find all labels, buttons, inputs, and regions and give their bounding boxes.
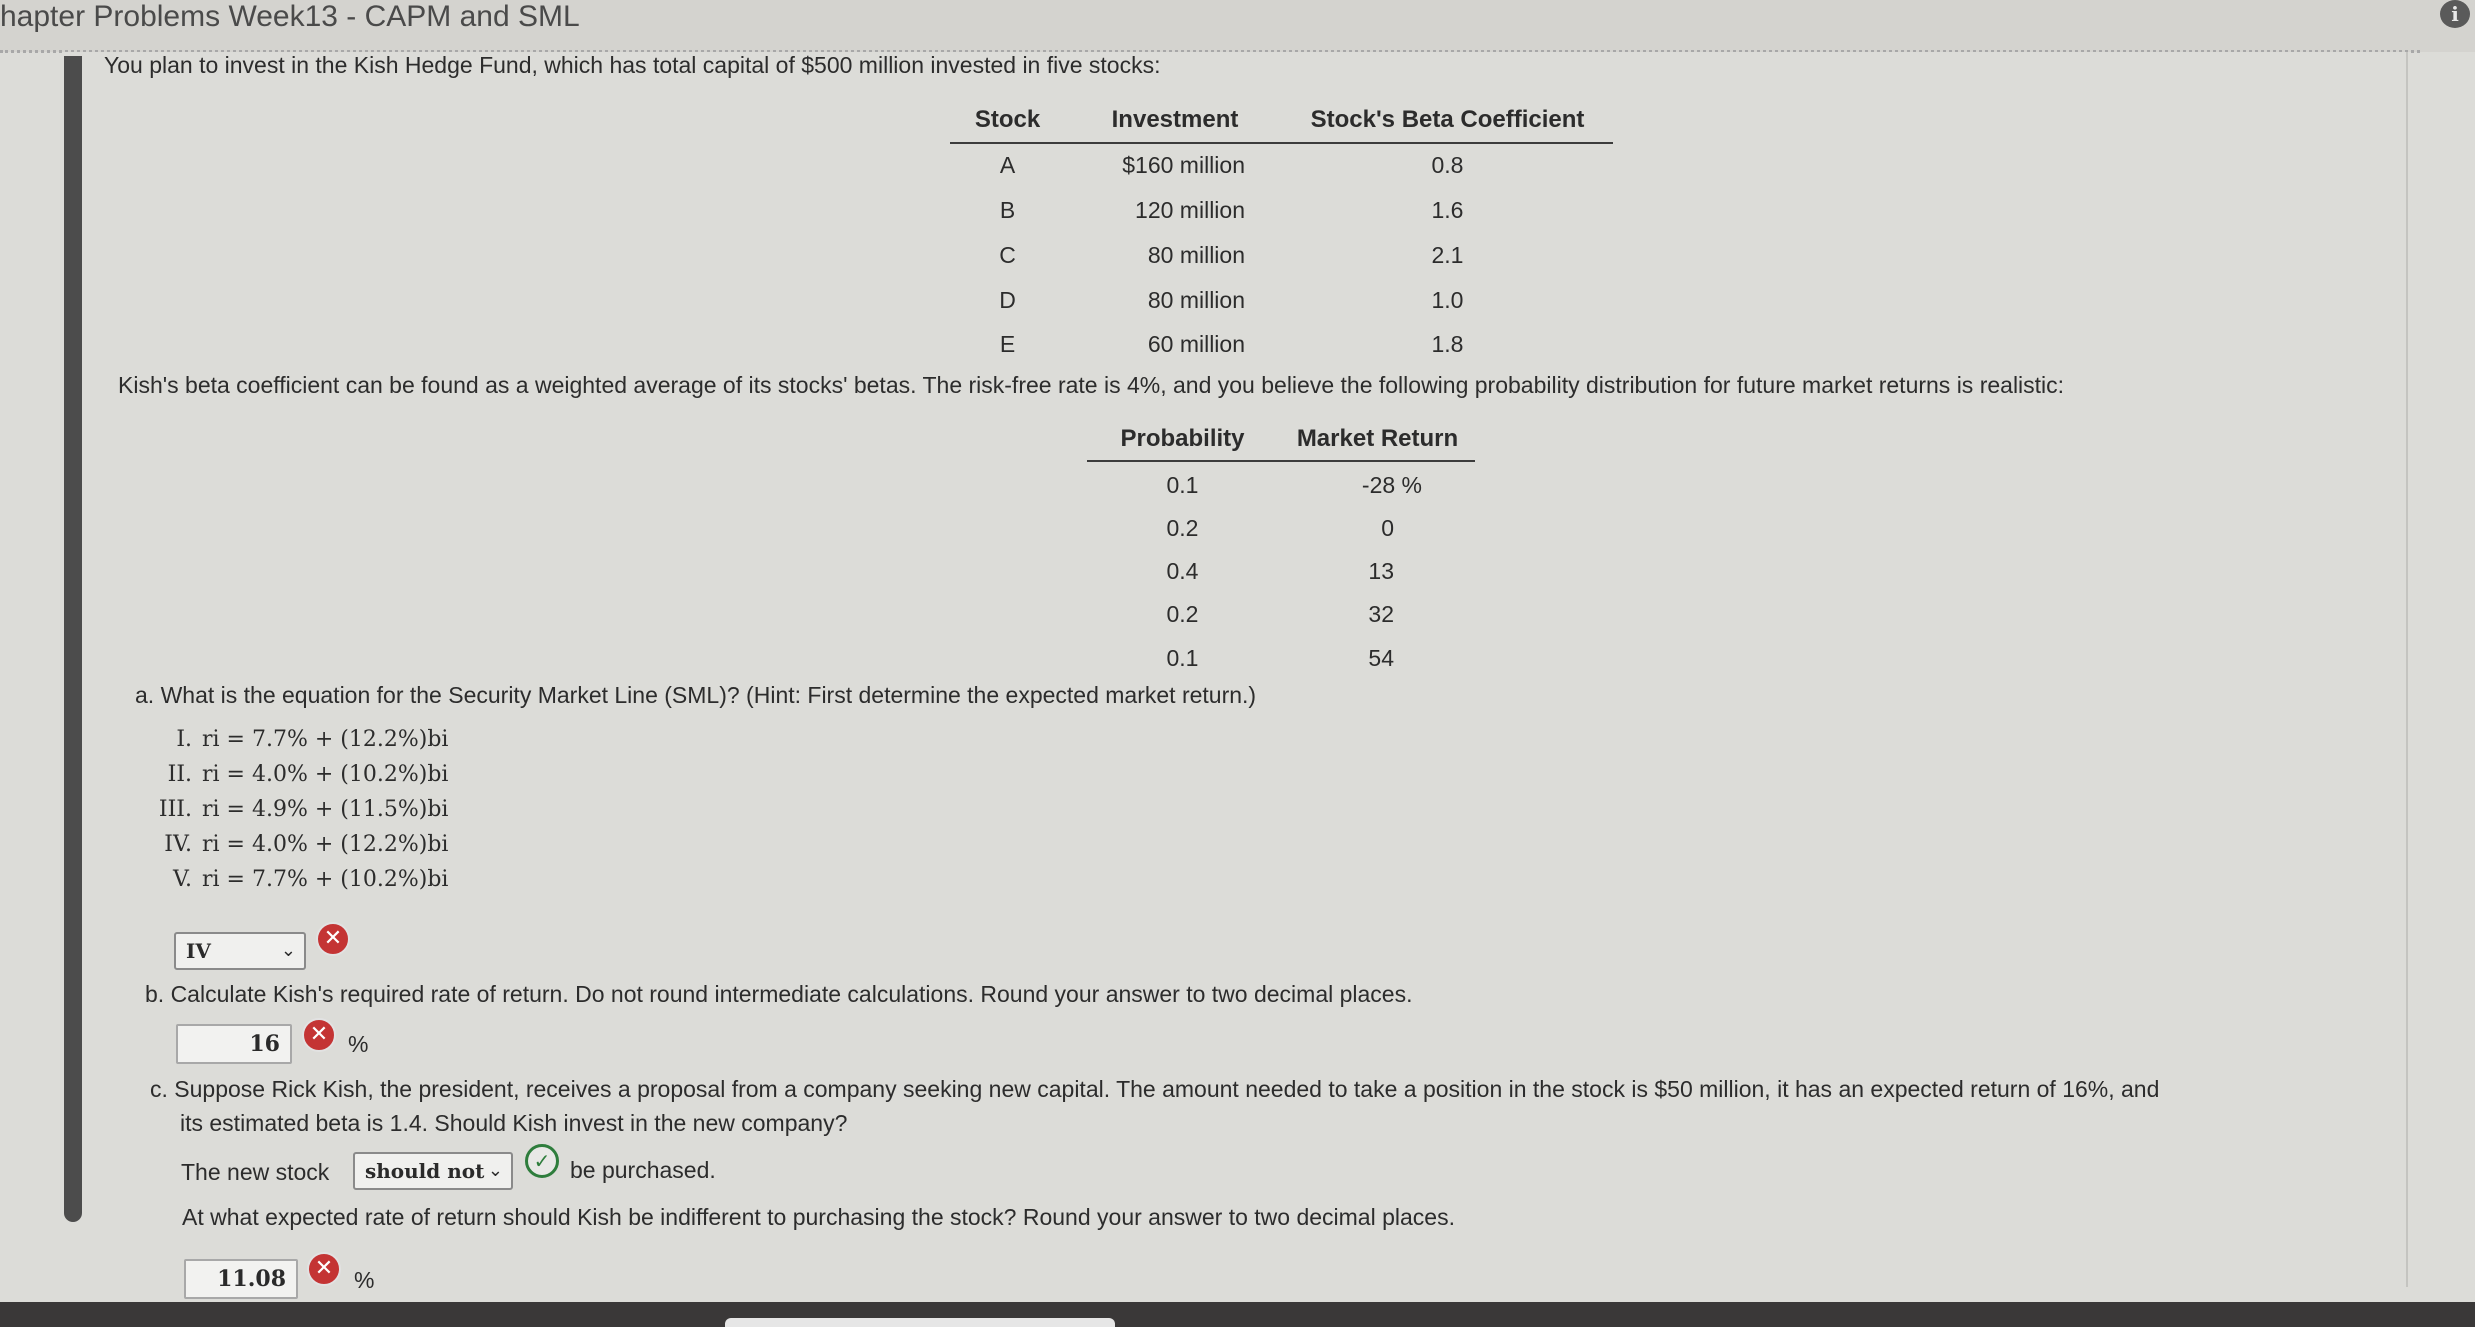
market-return-cell: 54 xyxy=(1368,645,1394,671)
stocks-header-rule xyxy=(950,142,1613,144)
option-equation: ri = 7.7% + (10.2%)bi xyxy=(202,867,449,892)
be-purchased-label: be purchased. xyxy=(570,1157,716,1183)
indifferent-return-input[interactable]: 11.08 xyxy=(184,1259,298,1299)
beta-cell: 1.0 xyxy=(1431,287,1464,313)
chevron-down-icon: ⌄ xyxy=(487,1160,503,1181)
percent-unit: % xyxy=(354,1267,375,1293)
market-header-rule xyxy=(1087,460,1475,462)
sml-answer-select[interactable] xyxy=(174,932,306,970)
incorrect-icon: ✕ xyxy=(307,1252,341,1286)
beta-cell: 2.1 xyxy=(1431,242,1464,268)
beta-cell: 0.8 xyxy=(1431,152,1464,178)
market-header-return: Market Return xyxy=(1296,425,1459,452)
purchase-decision-select[interactable] xyxy=(353,1152,513,1190)
panel-right-border xyxy=(2406,52,2408,1287)
beta-cell: 1.6 xyxy=(1431,197,1464,223)
investment-cell: 80 million xyxy=(1147,287,1245,313)
market-return-cell: 32 xyxy=(1368,601,1394,627)
stock-cell: A xyxy=(999,152,1016,178)
taskbar-pill xyxy=(725,1318,1115,1327)
stock-cell: D xyxy=(999,287,1016,313)
option-numeral: V. xyxy=(172,867,192,892)
incorrect-icon: ✕ xyxy=(302,1018,336,1052)
new-stock-label: The new stock xyxy=(181,1159,330,1185)
part-a-question: a. What is the equation for the Security Market Line (SML)? (Hint: First determine the expected market return.) xyxy=(135,682,1257,708)
stocks-header-stock: Stock xyxy=(974,106,1041,133)
market-return-cell: 0 xyxy=(1381,515,1394,541)
beta-explanation-text: Kish's beta coefficient can be found as a weighted average of its stocks' betas. The risk-free rate is 4%, and you believe the following probability distribution for future market returns is realistic: xyxy=(118,372,2065,398)
stocks-header-beta: Stock's Beta Coefficient xyxy=(1310,106,1585,133)
purchase-decision-value: should not xyxy=(365,1159,485,1183)
market-header-probability: Probability xyxy=(1120,425,1245,452)
option-numeral: II. xyxy=(167,762,192,787)
investment-cell: 80 million xyxy=(1147,242,1245,268)
scrollbar-thumb[interactable] xyxy=(64,56,82,1222)
probability-cell: 0.2 xyxy=(1166,601,1199,627)
option-equation: ri = 4.0% + (10.2%)bi xyxy=(202,762,449,787)
indifference-question: At what expected rate of return should Kish be indifferent to purchasing the stock? Round your answer to two decimal places. xyxy=(182,1204,1455,1230)
sml-answer-value: IV xyxy=(186,939,211,963)
chevron-down-icon: ⌄ xyxy=(280,940,296,961)
taskbar-strip xyxy=(0,1302,2475,1327)
page-title: hapter Problems Week13 - CAPM and SML xyxy=(0,0,580,33)
title-bar xyxy=(0,0,2475,52)
stock-cell: B xyxy=(999,197,1016,223)
probability-cell: 0.1 xyxy=(1166,645,1199,671)
part-b-question: b. Calculate Kish's required rate of return. Do not round intermediate calculations. Round your answer to two decimal places. xyxy=(145,981,1413,1007)
stock-cell: E xyxy=(999,331,1016,357)
option-equation: ri = 4.0% + (12.2%)bi xyxy=(202,832,449,857)
probability-cell: 0.4 xyxy=(1166,558,1199,584)
beta-cell: 1.8 xyxy=(1431,331,1464,357)
option-numeral: I. xyxy=(176,727,192,752)
option-numeral: III. xyxy=(158,797,192,822)
option-numeral: IV. xyxy=(164,832,192,857)
investment-cell: 60 million xyxy=(1147,331,1245,357)
part-c-question-line2: its estimated beta is 1.4. Should Kish invest in the new company? xyxy=(180,1110,848,1136)
option-equation: ri = 7.7% + (12.2%)bi xyxy=(202,727,449,752)
probability-cell: 0.2 xyxy=(1166,515,1199,541)
correct-icon: ✓ xyxy=(525,1144,559,1178)
investment-cell: 120 million xyxy=(1135,197,1245,223)
market-return-cell: 13 xyxy=(1368,558,1394,584)
incorrect-icon: ✕ xyxy=(316,922,350,956)
part-c-question-line1: c. Suppose Rick Kish, the president, receives a proposal from a company seeking new capital. The amount needed to take a position in the stock is $50 million, it has an expected return of 16%, and xyxy=(150,1076,2160,1102)
probability-cell: 0.1 xyxy=(1166,472,1199,498)
market-return-cell: -28 % xyxy=(1361,472,1422,498)
percent-unit: % xyxy=(348,1031,369,1057)
info-icon[interactable]: i xyxy=(2440,0,2470,28)
investment-cell: $160 million xyxy=(1122,152,1245,178)
intro-text: You plan to invest in the Kish Hedge Fund, which has total capital of $500 million invested in five stocks: xyxy=(104,52,1161,78)
stock-cell: C xyxy=(999,242,1016,268)
required-return-input[interactable]: 16 xyxy=(176,1024,292,1064)
stocks-header-investment: Investment xyxy=(1111,106,1239,133)
option-equation: ri = 4.9% + (11.5%)bi xyxy=(202,797,449,822)
